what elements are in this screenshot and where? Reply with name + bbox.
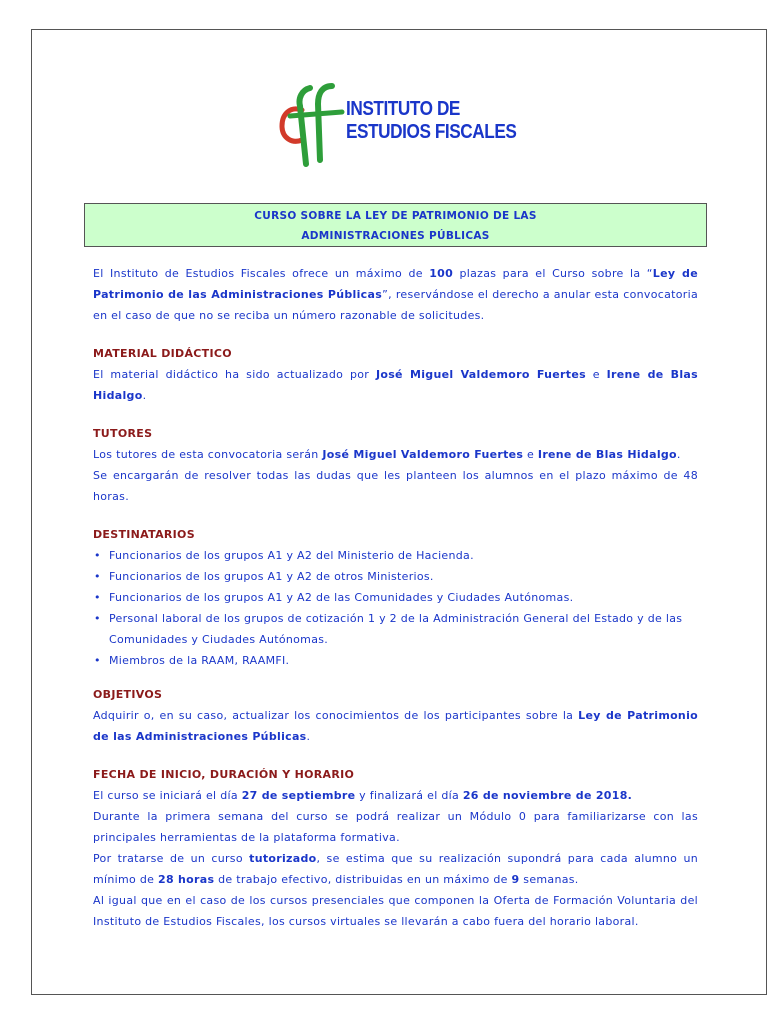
list-item: • Funcionarios de los grupos A1 y A2 del Ministerio de Hacienda.	[93, 545, 698, 566]
ief-logo-mark-icon	[276, 76, 346, 168]
list-item: • Personal laboral de los grupos de cotización 1 y 2 de la Administración General del Estado y de las Comunidades y Ciudades Autónomas.	[93, 608, 698, 650]
material-heading: MATERIAL DIDÁCTICO	[93, 347, 232, 360]
list-item: • Miembros de la RAAM, RAAMFI.	[93, 650, 698, 671]
fecha-heading: FECHA DE INICIO, DURACIÓN Y HORARIO	[93, 768, 355, 781]
list-item: • Funcionarios de los grupos A1 y A2 de otros Ministerios.	[93, 566, 698, 587]
list-item: • Funcionarios de los grupos A1 y A2 de las Comunidades y Ciudades Autónomas.	[93, 587, 698, 608]
destinatarios-list	[93, 545, 698, 671]
fecha-paragraph-1: El curso se iniciará el día 27 de septiembre y finalizará el día 26 de noviembre de 2018.	[93, 789, 633, 802]
logo-line-1: INSTITUTO DE	[346, 98, 460, 120]
destinatarios-heading: DESTINATARIOS	[93, 528, 195, 541]
intro-paragraph: El Instituto de Estudios Fiscales ofrece un máximo de 100 plazas para el Curso sobre la “Ley de Patrimonio de las Administraciones Públicas”, reservándose el derecho a anular esta convocatoria en el caso de que no se reciba un número razonable de solicitudes.	[93, 267, 698, 322]
tutores-paragraph-2: Se encargarán de resolver todas las dudas que les planteen los alumnos en el plazo máximo de 48 horas.	[93, 469, 698, 503]
tutores-paragraph-1: Los tutores de esta convocatoria serán José Miguel Valdemoro Fuertes e Irene de Blas Hidalgo.	[93, 448, 681, 461]
course-title-box	[84, 203, 707, 247]
objetivos-paragraph: Adquirir o, en su caso, actualizar los conocimientos de los participantes sobre la Ley de Patrimonio de las Administraciones Públicas.	[93, 709, 698, 743]
fecha-paragraph-4: Al igual que en el caso de los cursos presenciales que componen la Oferta de Formación Voluntaria del Instituto de Estudios Fiscales, los cursos virtuales se llevarán a cabo fuera del horario laboral.	[93, 894, 698, 928]
course-title-line-2: ADMINISTRACIONES PÚBLICAS	[301, 230, 490, 242]
document-body	[93, 263, 698, 932]
fecha-paragraph-2: Durante la primera semana del curso se podrá realizar un Módulo 0 para familiarizarse con las principales herramientas de la plataforma formativa.	[93, 810, 698, 844]
material-paragraph: El material didáctico ha sido actualizado por José Miguel Valdemoro Fuertes e Irene de Blas Hidalgo.	[93, 368, 698, 402]
ief-logo	[276, 76, 516, 168]
fecha-paragraph-3: Por tratarse de un curso tutorizado, se estima que su realización supondrá para cada alumno un mínimo de 28 horas de trabajo efectivo, distribuidas en un máximo de 9 semanas.	[93, 852, 699, 886]
logo-line-2: ESTUDIOS FISCALES	[346, 121, 517, 143]
course-title-line-1: CURSO SOBRE LA LEY DE PATRIMONIO DE LAS	[254, 210, 537, 222]
tutores-heading: TUTORES	[93, 427, 153, 440]
objetivos-heading: OBJETIVOS	[93, 688, 163, 701]
